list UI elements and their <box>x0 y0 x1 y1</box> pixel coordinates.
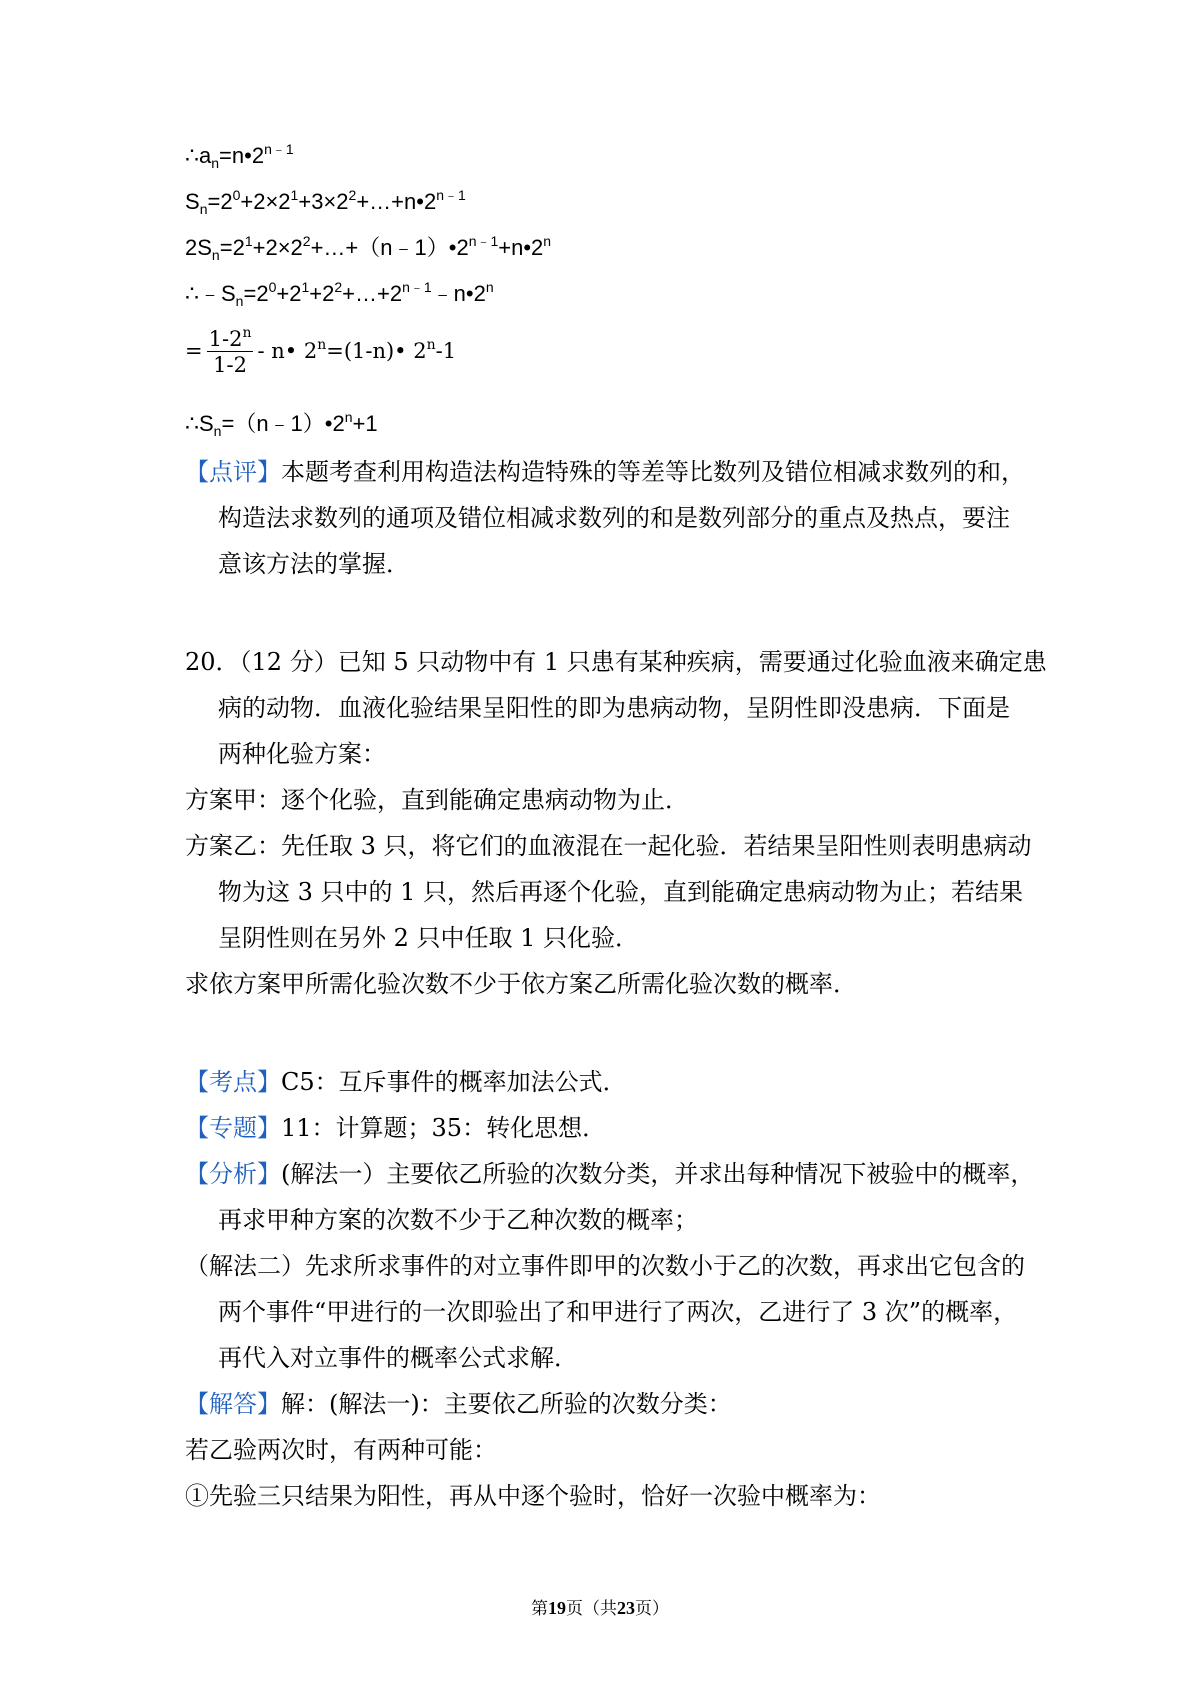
problem-line-1: 20．（12 分）已知 5 只动物中有 1 只患有某种疾病，需要通过化验血液来确定患 <box>185 648 1047 676</box>
fenxi-line-1: 【分析】(解法一）主要依乙所验的次数分类，并求出每种情况下被验中的概率， <box>185 1160 1035 1188</box>
page-total: 23 <box>617 1598 635 1618</box>
jieda-tag: 【解答】 <box>185 1390 281 1418</box>
review-line-3: 意该方法的掌握． <box>218 550 410 578</box>
plan-b-line-2: 物为这 3 只中的 1 只，然后再逐个化验，直到能确定患病动物为止；若结果 <box>218 878 1024 906</box>
page-number: 19 <box>548 1598 566 1618</box>
review-tag: 【点评】 <box>185 458 281 486</box>
jieda-line-2: 若乙验两次时，有两种可能： <box>185 1436 497 1464</box>
plan-a: 方案甲：逐个化验，直到能确定患病动物为止． <box>185 786 689 814</box>
formula-2sn: $2S_n=2^1+2\times 2^2+\dots+(n﹣1)•2^{n﹣1}+n•2^n$ <box>185 233 552 263</box>
jieda-line-1: 【解答】解：(解法一)：主要依乙所验的次数分类： <box>185 1390 732 1418</box>
formula-an: $\therefore a_n=n•2^{n﹣1}$ <box>185 141 294 171</box>
plan-b-line-3: 呈阴性则在另外 2 只中任取 1 只化验． <box>218 924 640 952</box>
review-line-2: 构造法求数列的通项及错位相减求数列的和是数列部分的重点及热点，要注 <box>218 504 1010 532</box>
formula-neg-sn: $\therefore﹣S_n=2^0+2^1+2^2+\dots+2^{n﹣1}﹣n•2^n$ <box>185 279 494 309</box>
fenxi-line-4: 两个事件“甲进行的一次即验出了和甲进行了两次，乙进行了 3 次”的概率， <box>218 1298 1018 1326</box>
problem-line-2: 病的动物．血液化验结果呈阳性的即为患病动物，呈阴性即没患病．下面是 <box>218 694 1010 722</box>
formula-sn-result: $\therefore S_n=(n﹣1)•2^n+1$ <box>185 409 378 439</box>
fenxi-tag: 【分析】 <box>185 1160 281 1188</box>
problem-line-3: 两种化验方案： <box>218 740 386 768</box>
jieda-line-3: ①先验三只结果为阳性，再从中逐个验时，恰好一次验中概率为： <box>185 1482 881 1510</box>
fenxi-line-3: （解法二）先求所求事件的对立事件即甲的次数小于乙的次数，再求出它包含的 <box>185 1252 1025 1280</box>
kaodian-line: 【考点】C5：互斥事件的概率加法公式． <box>185 1068 627 1096</box>
problem-question: 求依方案甲所需化验次数不少于依方案乙所需化验次数的概率． <box>185 970 857 998</box>
fraction <box>207 327 254 378</box>
kaodian-tag: 【考点】 <box>185 1068 281 1096</box>
plan-b-line-1: 方案乙：先任取 3 只，将它们的血液混在一起化验．若结果呈阳性则表明患病动 <box>185 832 1032 860</box>
page-footer: 第19页（共23页） <box>531 1598 669 1619</box>
formula-sn: $S_n=2^0+2\times 2^1+3\times 2^2+\dots+n•2^{n﹣1}$ <box>185 187 466 217</box>
zhuanti-line: 【专题】11：计算题；35：转化思想． <box>185 1114 607 1142</box>
fenxi-line-5: 再代入对立事件的概率公式求解． <box>218 1344 578 1372</box>
zhuanti-tag: 【专题】 <box>185 1114 281 1142</box>
fenxi-line-2: 再求甲种方案的次数不少于乙种次数的概率； <box>218 1206 698 1234</box>
fraction-numerator: 1-2$^n$ <box>208 325 252 351</box>
review-line-1: 【点评】本题考查利用构造法构造特殊的等差等比数列及错位相减求数列的和， <box>185 458 1025 486</box>
fraction-denominator: 1-2 <box>213 353 247 377</box>
formula-fraction: = $\frac{1-2^n}{1-2}$ - n• $2^n=(1-n)•$ 2$^n$-1 <box>185 325 457 377</box>
